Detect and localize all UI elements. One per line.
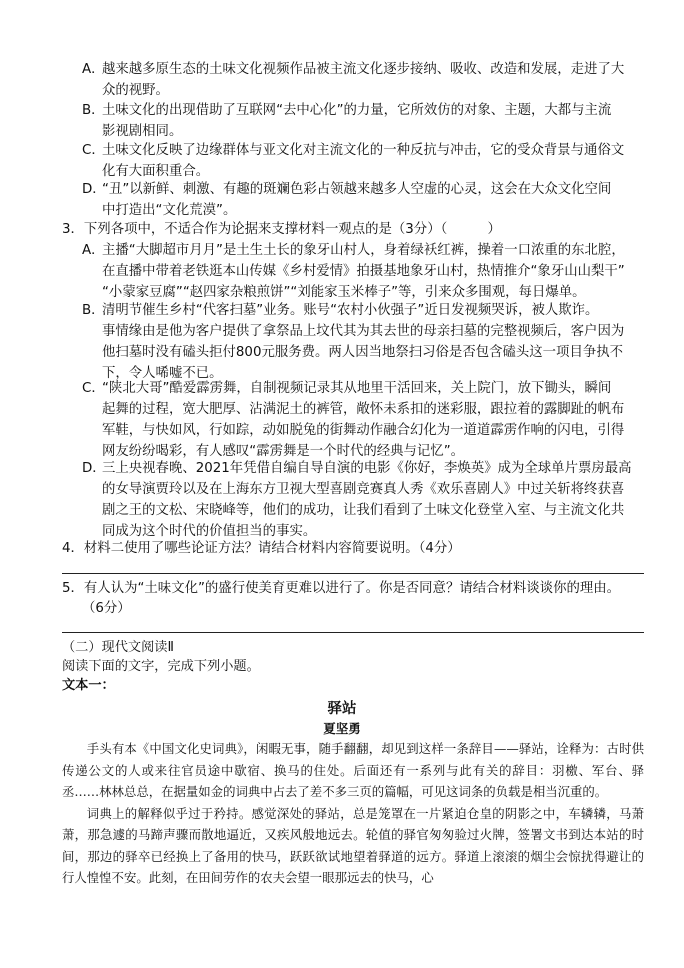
- option-text: 土味文化反映了边缘群体与亚文化对主流文化的一种反抗与冲击，它的受众背景与通俗文: [102, 143, 625, 158]
- article-title: 驿站: [327, 700, 357, 717]
- q2-option-c[interactable]: [82, 140, 652, 182]
- article-body: [62, 738, 644, 889]
- q3-option-b[interactable]: [82, 300, 652, 384]
- option-text: 在直播中带着老铁逛本山传媒《乡村爱情》拍摄基地象牙山村，热情推介“象牙山山梨干”: [102, 264, 625, 279]
- option-label: A．: [82, 62, 105, 77]
- question-4: 4．材料二使用了哪些论证方法？请结合材料内容简要说明。（4分）: [62, 541, 461, 556]
- option-text: 越来越多原生态的土味文化视频作品被主流文化逐步接纳、吸收、改造和发展，走进了大: [102, 62, 625, 77]
- option-text: 土味文化的出现借助了互联网“去中心化”的力量，它所效仿的对象、主题，大都与主流: [102, 103, 612, 118]
- option-text: 清明节催生乡村“代客扫墓”业务。账号“农村小伙强子”近日发视频哭诉，被人欺诈。: [102, 303, 599, 318]
- q3-option-a[interactable]: [82, 240, 652, 303]
- option-text: 众的视野。: [102, 83, 169, 98]
- option-text: 影视剧相同。: [102, 124, 183, 139]
- option-text: 的女导演贾玲以及在上海东方卫视大型喜剧竞赛真人秀《欢乐喜剧人》中过关斩将终获喜: [102, 482, 625, 497]
- option-text: 三上央视春晚、2021年凭借自编自导自演的电影《你好，李焕英》成为全球单片票房最高: [102, 461, 632, 476]
- option-text: 同成为这个时代的价值担当的事实。: [102, 524, 317, 539]
- question-5: 5．有人认为“土味文化”的盛行使美育更难以进行了。你是否同意？请结合材料谈谈你的理由。: [62, 581, 621, 596]
- option-label: B．: [82, 103, 105, 118]
- answer-line: [62, 632, 644, 633]
- option-label: C．: [82, 381, 105, 396]
- option-text: 军鞋，与快如风，行如踪，动如脱兔的街舞动作融合幻化为一道道霹雳作响的闪电，引得: [102, 423, 625, 438]
- option-text: 中打造出“文化荒漠”。: [102, 203, 237, 218]
- option-text: 他扫墓时没有磕头拒付800元服务费。两人因当地祭扫习俗是否包含磕头这一项目争执不: [102, 345, 624, 360]
- question-5-score: （6分）: [82, 601, 131, 616]
- option-text: 起舞的过程，宽大肥厚、沾满泥土的裤管，敞怀未系扣的迷彩服，跟拉着的露脚趾的帆布: [102, 402, 625, 417]
- option-text: “丑”以新鲜、刺激、有趣的斑斓色彩占领越来越多人空虚的心灵，这会在大众文化空间: [102, 182, 612, 197]
- option-text: “小蒙家豆腐”“赵四家杂粮煎饼”“刘能家玉米棒子”等，引来众多围观，每日爆单。: [102, 285, 586, 300]
- option-label: B．: [82, 303, 105, 318]
- section-heading: （二）现代文阅读Ⅱ: [62, 640, 174, 655]
- option-text: 事情缘由是他为客户提供了拿祭品上坟代其为其去世的母亲扫墓的完整视频后，客户因为: [102, 324, 625, 339]
- article-author: 夏坚勇: [323, 721, 361, 736]
- option-label: C．: [82, 143, 105, 158]
- q2-option-a[interactable]: [82, 59, 652, 101]
- option-text: 主播“大脚超市月月”是土生土长的象牙山村人，身着绿袄红裤，操着一口浓重的东北腔，: [102, 243, 625, 258]
- question-3-stem: 3．下列各项中，不适合作为论据来支撑材料一观点的是（3分）（ ）: [62, 222, 501, 237]
- option-text: 下，令人唏嘘不已。: [102, 366, 223, 381]
- option-label: A．: [82, 243, 105, 258]
- q3-option-c[interactable]: [82, 378, 652, 462]
- q3-option-d[interactable]: [82, 458, 652, 542]
- answer-line: [62, 573, 644, 574]
- option-text: 剧之王的文松、宋晓峰等，他们的成功，让我们看到了土味文化登堂入室、与主流文化共: [102, 503, 625, 518]
- option-label: D．: [82, 182, 106, 197]
- q2-option-d[interactable]: [82, 179, 652, 221]
- option-label: D．: [82, 461, 106, 476]
- option-text: 化有大面积重合。: [102, 164, 210, 179]
- article-paragraph: 词典上的解释似乎过于矜持。感觉深处的驿站，总是笼罩在一片紧迫仓皇的阴影之中，车辚辚，马萧萧，那急遽的马蹄声骤而散地逼近，又疾风般地远去。轮值的驿官匆匆验过火牌，签署文书到达本站的时间，那边的驿卒已经换上了备用的快马，跃跃欲试地望着驿道的远方。驿道上滚滚的烟尘会惊扰得避让的行人惶惶不安。此刻，在田间劳作的农夫会望一眼那远去的快马，心: [62, 805, 644, 885]
- section-instruction: 阅读下面的文字，完成下列小题。: [62, 659, 260, 674]
- option-text: “陕北大哥”酷爱霹雳舞，自制视频记录其从地里干活回来，关上院门，放下锄头，瞬间: [102, 381, 612, 396]
- article-paragraph: 手头有本《中国文化史词典》，闲暇无事，随手翻翻，却见到这样一条辞目——驿站，诠释为：古时供传递公文的人或来往官员途中歇宿、换马的住处。后面还有一系列与此有关的辞目：羽檄、军台、驿丞……林林总总，在据量如金的词典中占去了差不多三页的篇幅，可见这词条的负载是相当沉重的。: [62, 741, 644, 799]
- text-one-label: 文本一：: [62, 678, 115, 693]
- q2-option-b[interactable]: [82, 100, 652, 142]
- option-text: 网友纷纷喝彩，有人感叹“霹雳舞是一个时代的经典与记忆”。: [102, 444, 465, 459]
